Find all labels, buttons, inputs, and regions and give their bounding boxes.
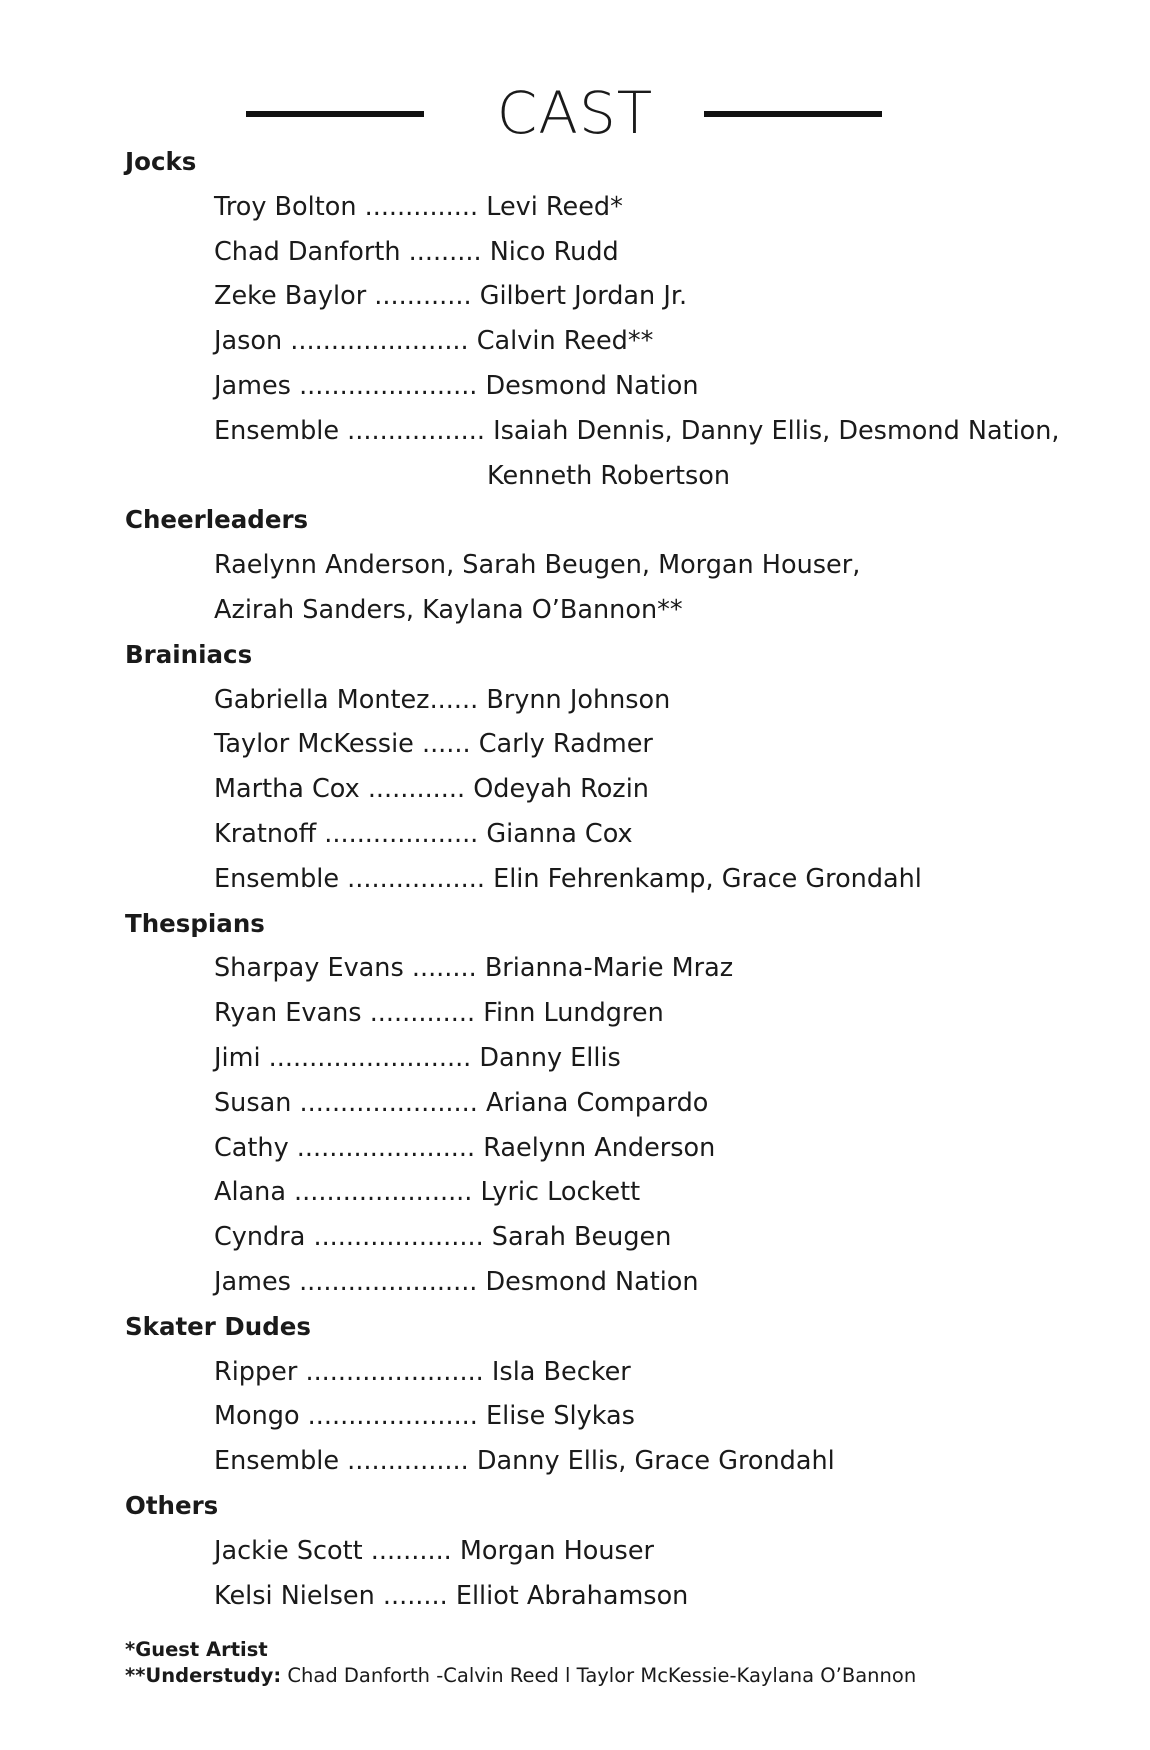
- cast-line: Ripper ...................... Isla Becker: [214, 1356, 631, 1387]
- cast-line: James ...................... Desmond Nation: [214, 370, 699, 401]
- cast-line: Jimi ......................... Danny Ellis: [214, 1042, 621, 1073]
- cast-line-continuation: Kenneth Robertson: [487, 460, 730, 491]
- page-title: CAST: [496, 79, 654, 147]
- cast-line: Taylor McKessie ...... Carly Radmer: [214, 729, 653, 760]
- cast-line: Ensemble ............... Danny Ellis, Grace Grondahl: [214, 1446, 835, 1477]
- section-title-cheerleaders: Cheerleaders: [125, 505, 309, 535]
- cast-names-line: Raelynn Anderson, Sarah Beugen, Morgan Houser,: [214, 550, 861, 581]
- cast-line: Martha Cox ............ Odeyah Rozin: [214, 774, 649, 805]
- cast-line: Mongo ..................... Elise Slykas: [214, 1401, 635, 1432]
- title-rule-right: [704, 111, 882, 117]
- cast-line: Cathy ...................... Raelynn Anderson: [214, 1132, 716, 1163]
- cast-line: Kelsi Nielsen ........ Elliot Abrahamson: [214, 1580, 689, 1611]
- section-title-skater-dudes: Skater Dudes: [125, 1311, 311, 1341]
- cast-line: Troy Bolton .............. Levi Reed*: [214, 191, 623, 222]
- cast-line: Jason ...................... Calvin Reed**: [214, 326, 654, 357]
- cast-line: Ensemble ................. Isaiah Dennis, Danny Ellis, Desmond Nation,: [214, 415, 1060, 446]
- cast-line: Jackie Scott .......... Morgan Houser: [214, 1535, 655, 1566]
- section-title-brainiacs: Brainiacs: [125, 639, 253, 669]
- section-title-jocks: Jocks: [125, 147, 197, 176]
- cast-line: Susan ...................... Ariana Compardo: [214, 1087, 709, 1118]
- cast-line: Chad Danforth ......... Nico Rudd: [214, 236, 619, 267]
- footnotes: [125, 1637, 916, 1689]
- section-title-thespians: Thespians: [125, 908, 265, 938]
- cast-list: [125, 140, 1085, 1618]
- cast-line: James ...................... Desmond Nation: [214, 1266, 699, 1297]
- section-title-others: Others: [125, 1490, 219, 1520]
- cast-line: Sharpay Evans ........ Brianna-Marie Mraz: [214, 953, 734, 984]
- cast-line: Zeke Baylor ............ Gilbert Jordan Jr.: [214, 281, 688, 312]
- cast-line: Kratnoff ................... Gianna Cox: [214, 818, 633, 849]
- cast-line: Ensemble ................. Elin Fehrenkamp, Grace Grondahl: [214, 863, 922, 894]
- guest-artist-note: *Guest Artist: [125, 1638, 268, 1661]
- cast-names-line: Azirah Sanders, Kaylana O’Bannon**: [214, 594, 683, 625]
- understudy-note: **Understudy: Chad Danforth -Calvin Reed l Taylor McKessie-Kaylana O’Bannon: [125, 1664, 917, 1687]
- cast-line: Ryan Evans ............. Finn Lundgren: [214, 998, 664, 1029]
- cast-line: Cyndra ..................... Sarah Beugen: [214, 1222, 672, 1253]
- cast-line: Gabriella Montez...... Brynn Johnson: [214, 684, 671, 715]
- cast-line: Alana ...................... Lyric Lockett: [214, 1177, 641, 1208]
